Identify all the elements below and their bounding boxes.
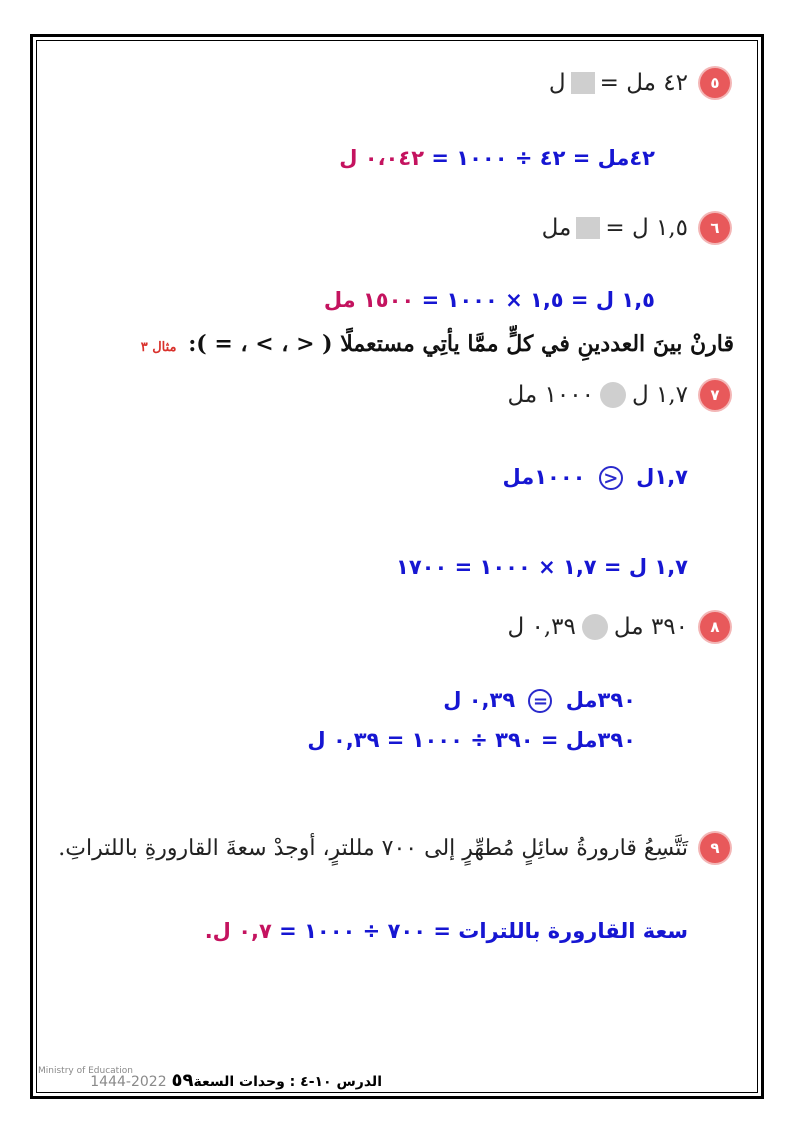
- example-reference: مثال ٣: [140, 340, 177, 355]
- answer-7-left: ١,٧ل: [636, 465, 688, 489]
- comparison-symbol: <: [599, 466, 623, 490]
- page-number: ٥٩: [171, 1070, 194, 1091]
- question-unit: ل: [548, 70, 566, 96]
- question-left: ٤٢ مل =: [599, 70, 688, 96]
- page-footer: [90, 1070, 382, 1091]
- ministry-watermark: Ministry of Education: [38, 1066, 133, 1076]
- instructions-text: قارنْ بينَ العددينِ في كلٍّ ممَّا يأتِي مستعملًا ( < ، > ، = ):: [188, 331, 734, 357]
- answer-8-line2: ٣٩٠مل = ٣٩٠ ÷ ١٠٠٠ = ٠,٣٩ ل: [307, 728, 636, 752]
- question-number-badge: ٨: [700, 612, 730, 642]
- word-problem-text: تَتَّسِعُ قارورةُ سائِلٍ مُطهِّرٍ إلى ٧٠٠ مللترٍ، أوجدْ سعةَ القارورةِ باللتراتِ.: [58, 835, 688, 861]
- answer-8-right: ٠,٣٩ ل: [443, 688, 516, 712]
- answer-7-work: [396, 555, 688, 579]
- answer-7-compare: [502, 465, 688, 490]
- question-number-badge: ٦: [700, 213, 730, 243]
- question-unit: مل: [541, 215, 572, 241]
- answer-9: [205, 919, 688, 943]
- question-7: [507, 380, 730, 410]
- answer-9-main: سعة القارورة باللترات = ٧٠٠ ÷ ١٠٠٠ =: [279, 919, 688, 943]
- edition-year: 2022-1444: [90, 1074, 167, 1090]
- question-number-badge: ٩: [700, 833, 730, 863]
- answer-7-right: ١٠٠٠مل: [502, 465, 586, 489]
- answer-6: [324, 288, 655, 312]
- answer-9-result: ٠,٧ ل.: [204, 919, 272, 943]
- question-right: ١٠٠٠ مل: [507, 382, 594, 408]
- compare-blank-circle[interactable]: [600, 382, 626, 408]
- answer-5-main: ٤٢مل = ٤٢ ÷ ١٠٠٠ =: [431, 146, 655, 170]
- comparison-instructions: [141, 331, 734, 357]
- answer-8-left: ٣٩٠مل: [565, 688, 636, 712]
- question-number-badge: ٧: [700, 380, 730, 410]
- question-right: ٠,٣٩ ل: [507, 614, 576, 640]
- question-6: [542, 213, 730, 243]
- answer-blank-box[interactable]: [571, 72, 595, 94]
- answer-blank-box[interactable]: [576, 217, 600, 239]
- answer-7-line2: ١,٧ ل = ١,٧ × ١٠٠٠ = ١٧٠٠: [396, 555, 688, 579]
- compare-blank-circle[interactable]: [582, 614, 608, 640]
- question-5: [549, 68, 730, 98]
- question-8: [507, 612, 730, 642]
- answer-5-result: ٠،٠٤٢ ل: [339, 146, 425, 170]
- comparison-symbol: =: [528, 689, 552, 713]
- question-left: ١,٧ ل: [631, 382, 688, 408]
- lesson-title: الدرس ١٠-٤ : وحدات السعة: [193, 1074, 382, 1090]
- question-left: ٣٩٠ مل: [613, 614, 688, 640]
- question-left: ١,٥ ل =: [605, 215, 688, 241]
- answer-8-compare: [443, 688, 636, 713]
- answer-5: [339, 146, 655, 170]
- answer-8-work: [307, 728, 636, 752]
- question-number-badge: ٥: [700, 68, 730, 98]
- answer-6-main: ١,٥ ل = ١,٥ × ١٠٠٠ =: [421, 288, 655, 312]
- question-9: [58, 833, 730, 863]
- answer-6-result: ١٥٠٠ مل: [323, 288, 415, 312]
